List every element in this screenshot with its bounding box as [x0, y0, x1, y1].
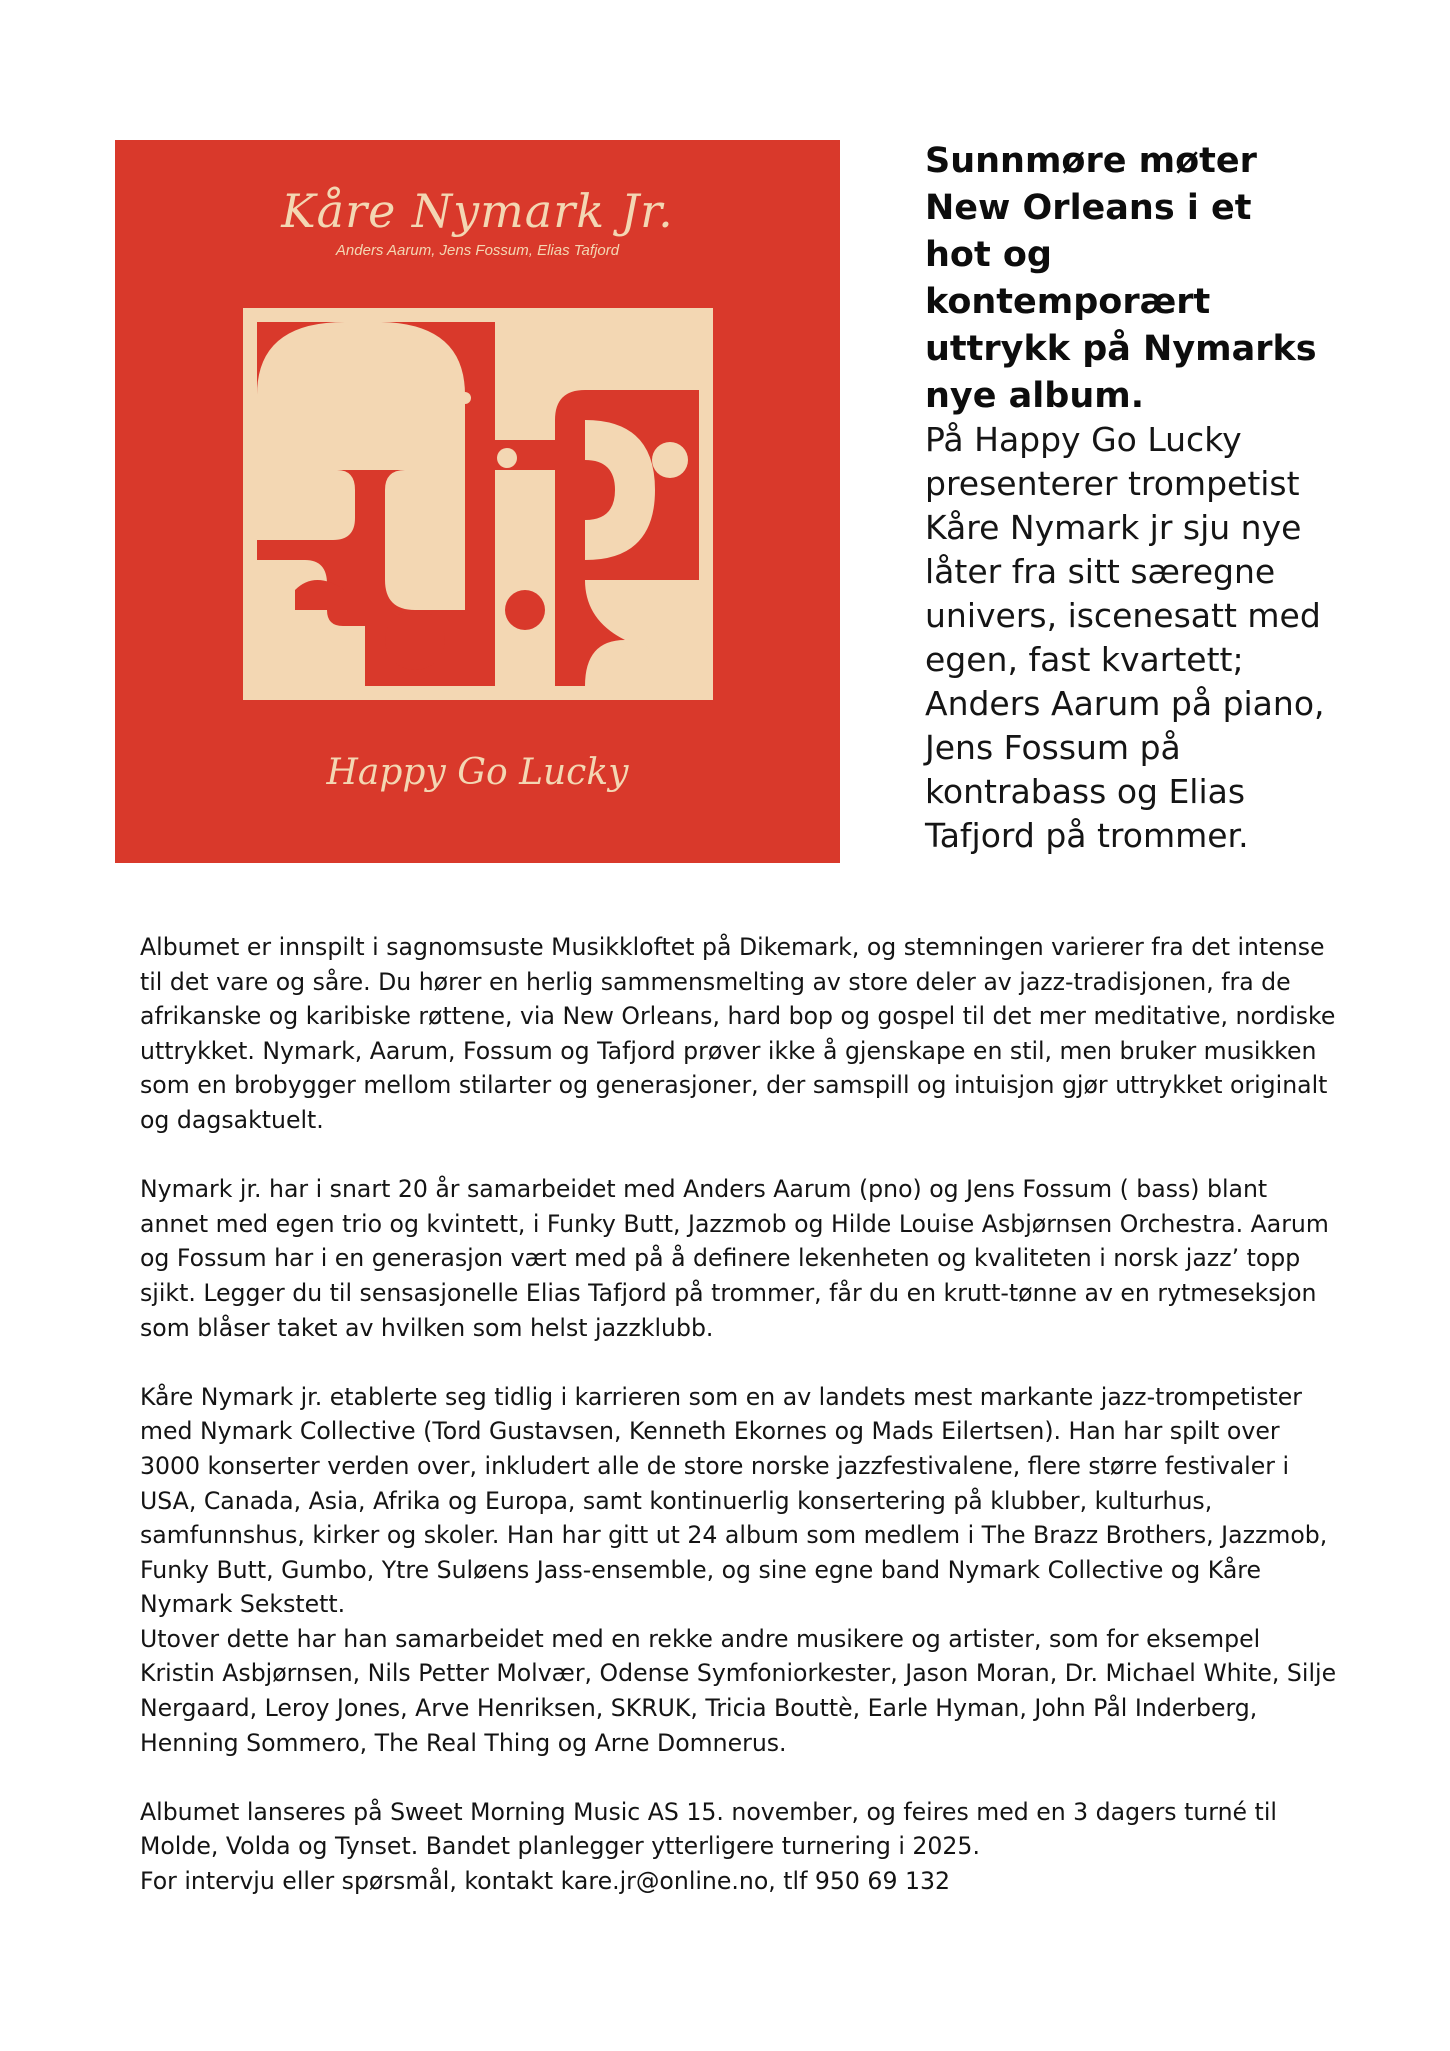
paragraph-recording: Albumet er innspilt i sagnomsuste Musikkloftet på Dikemark, og stemningen varierer fra det intense til det vare og såre. Du hører en herlig sammensmelting av store deler av jazz-tradisjonen, fra de afrikanske og karibiske røttene, via New Orleans, hard bop og gospel til det mer meditative, nordiske uttrykket. Nymark, Aarum, Fossum og Tafjord prøver ikke å gjenskape en stil, men bruker musikken som en brobygger mellom stilarter og generasjoner, der samspill og intuisjon gjør uttrykket originalt og dagsaktuelt.: [140, 933, 1336, 1134]
cover-artist-name: Kåre Nymark Jr.: [281, 184, 674, 238]
paragraph-collaborations: Utover dette har han samarbeidet med en rekke andre musikere og artister, som for eksempel Kristin Asbjørnsen, Nils Petter Molvær, Odense Symfoniorkester, Jason Moran, Dr. Michael White, Silje Nergaard, Leroy Jones, Arve Henriksen, SKRUK, Tricia Bouttè, Earle Hyman, John Pål Inderberg, Henning Sommero, The Real Thing og Arne Domnerus.: [140, 1624, 1337, 1757]
intro-paragraph: På Happy Go Lucky presenterer trompetist Kåre Nymark jr sju nye låter fra sitt særegne univers, iscenesatt med egen, fast kvartett; Anders Aarum på piano, Jens Fossum på kontrabass og Elias Tafjord på trommer.: [925, 420, 1325, 855]
headline: Sunnmøre møter New Orleans i et hot og kontemporært uttrykk på Nymarks nye album.: [925, 141, 1317, 416]
album-cover: [115, 140, 840, 863]
press-release-body: [140, 930, 1340, 1899]
cover-band-members: Anders Aarum, Jens Fossum, Elias Tafjord: [335, 242, 620, 259]
cover-album-title: Happy Go Lucky: [326, 752, 629, 793]
paragraph-release-contact: Albumet lanseres på Sweet Morning Music AS 15. november, og feires med en 3 dagers turné til Molde, Volda og Tynset. Bandet planlegger ytterligere turnering i 2025. For intervju eller spørsmål, kontakt kare.jr@online.no, tlf 950 69 132: [140, 1797, 1277, 1896]
paragraph-band: Nymark jr. har i snart 20 år samarbeidet med Anders Aarum (pno) og Jens Fossum ( bass) blant annet med egen trio og kvintett, i Funky Butt, Jazzmob og Hilde Louise Asbjørnsen Orchestra. Aarum og Fossum har i en generasjon vært med på å definere lekenheten og kvaliteten i norsk jazz’ topp sjikt. Legger du til sensasjonelle Elias Tafjord på trommer, får du en krutt-tønne av en rytmeseksjon som blåser taket av hvilken som helst jazzklubb.: [140, 1175, 1329, 1342]
paragraph-career: Kåre Nymark jr. etablerte seg tidlig i karrieren som en av landets mest markante jazz-trompetister med Nymark Collective (Tord Gustavsen, Kenneth Ekornes og Mads Eilertsen). Han har spilt over 3000 konserter verden over, inkludert alle de store norske jazzfestivalene, flere større festivaler i USA, Canada, Asia, Afrika og Europa, samt kontinuerlig konsertering på klubber, kulturhus, samfunnshus, kirker og skoler. Han har gitt ut 24 album som medlem i The Brazz Brothers, Jazzmob, Funky Butt, Gumbo, Ytre Suløens Jass-ensemble, og sine egne band Nymark Collective og Kåre Nymark Sekstett.: [140, 1382, 1328, 1619]
